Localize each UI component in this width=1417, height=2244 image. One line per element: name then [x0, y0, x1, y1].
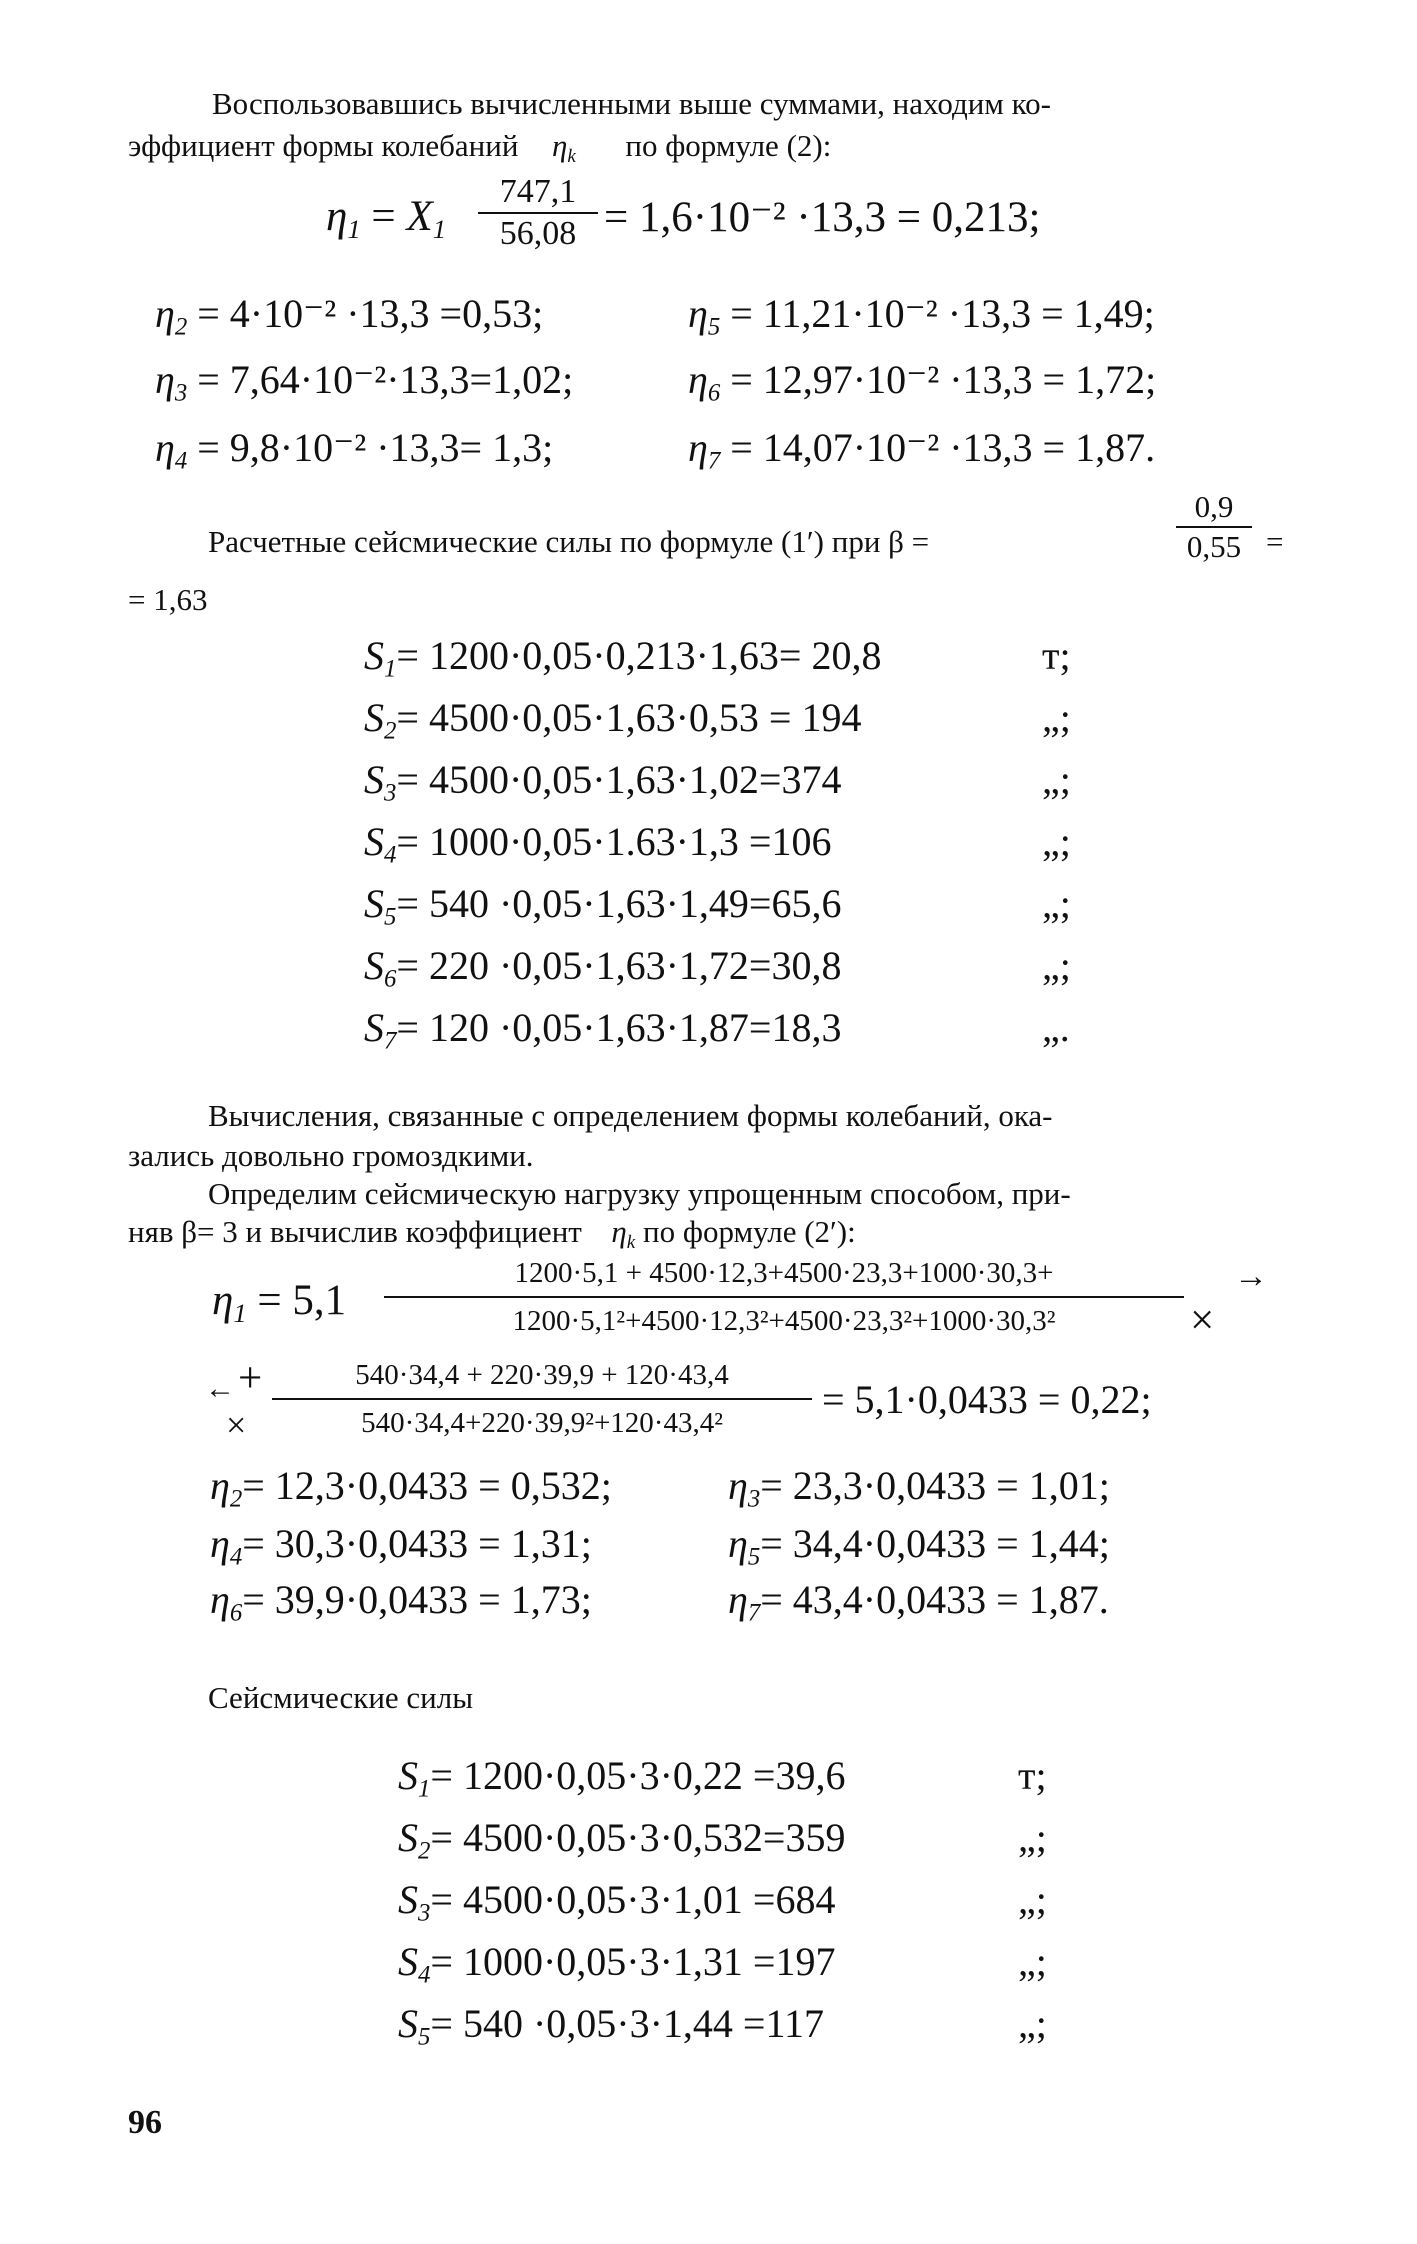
beta-result: = 1,63	[128, 582, 208, 617]
eta2-row-1-right: $\eta_3= 23,3\cdot 0,0433 = 1,01$;	[728, 1463, 1110, 1513]
force2-unit-2: „;	[1018, 1815, 1047, 1860]
beta-tail-eq: =	[1266, 524, 1284, 559]
force1-row-6: $S_6= 220 \cdot 0,05\cdot 1,63\cdot 1,72=30,8$	[364, 943, 842, 993]
eta1-fraction: 747,1 56,08	[478, 172, 598, 254]
eta2-row-2-right: $\eta_5= 34,4\cdot 0,0433 = 1,44$;	[728, 1521, 1110, 1571]
page-number: 96	[128, 2104, 162, 2141]
eta2-row-1: $\eta_2= 12,3\cdot 0,0433 = 0,532$;	[210, 1463, 612, 1513]
force2-row-5: $S_5= 540 \cdot 0,05\cdot 3\cdot 1,44 =117$	[398, 2001, 824, 2051]
eta-row-1: $\eta_2 = 4\cdot 10^{-2} \cdot 13,3 =0,53$;	[155, 291, 544, 341]
eta2-row-3: $\eta_6= 39,9\cdot 0,0433 = 1,73$;	[210, 1577, 592, 1627]
force2-unit-5: „;	[1018, 2001, 1047, 2046]
eta1-simplified-result: = 5,1·0,0433 = 0,22;	[822, 1377, 1152, 1422]
force2-row-2: $S_2= 4500\cdot 0,05\cdot 3\cdot 0,532=359$	[398, 1815, 846, 1865]
para2-line-3: Определим сейсмическую нагрузку упрощенным способом, при-	[208, 1176, 1071, 1211]
eta1-formula: $\eta_1 = X_1$	[326, 193, 447, 244]
force1-row-3: $S_3= 4500\cdot 0,05\cdot 1,63\cdot 1,02=374$	[364, 757, 842, 807]
intro-line-2	[128, 128, 831, 168]
para2-line-4: няв β= 3 и вычислив коэффициент $\eta_k$ по формуле (2′):	[128, 1214, 856, 1253]
force1-unit-2: „;	[1042, 695, 1071, 740]
force1-unit-3: „;	[1042, 757, 1071, 802]
eta-row-3-right: $\eta_7 = 14,07\cdot 10^{-2} \cdot 13,3 = 1,87$.	[688, 425, 1156, 475]
force1-row-7: $S_7= 120 \cdot 0,05\cdot 1,63\cdot 1,87=18,3$	[364, 1005, 842, 1055]
force1-unit-5: „;	[1042, 881, 1071, 926]
force2-unit-1: т;	[1018, 1753, 1047, 1798]
force1-unit-1: т;	[1042, 633, 1071, 678]
force1-row-1: $S_1= 1200\cdot 0,05\cdot 0,213\cdot 1,63= 20,8$	[364, 633, 882, 683]
eta-row-2: $\eta_3 = 7,64\cdot 10^{-2}\cdot 13,3=1,02$;	[155, 357, 574, 407]
para2-line-2: зались довольно громоздкими.	[128, 1138, 534, 1173]
beta-fraction: 0,9 0,55	[1176, 488, 1252, 566]
force1-unit-4: „;	[1042, 819, 1071, 864]
eta1-result: = 1,6·10⁻² ·13,3 = 0,213;	[604, 194, 1041, 241]
eta-row-2-right: $\eta_6 = 12,97\cdot 10^{-2} \cdot 13,3 = 1,72$;	[688, 357, 1157, 407]
arrow-right-icon: →	[1234, 1258, 1268, 1295]
force2-unit-3: „;	[1018, 1877, 1047, 1922]
eta-row-1-right: $\eta_5 = 11,21\cdot 10^{-2} \cdot 13,3 = 1,49$;	[688, 291, 1155, 341]
eta2-row-3-right: $\eta_7= 43,4\cdot 0,0433 = 1,87$.	[728, 1577, 1109, 1627]
force1-row-5: $S_5= 540 \cdot 0,05\cdot 1,63\cdot 1,49=65,6$	[364, 881, 842, 931]
eta1-simplified-fraction-2: 540·34,4 + 220·39,9 + 120·43,4 540·34,4+220·39,9²+120·43,4²	[272, 1352, 812, 1446]
eta1-simplified-lhs: $\eta_1 = 5,1$	[212, 1277, 347, 1328]
intro-line-2-end: по формуле (2):	[625, 128, 832, 163]
para2-line-1: Вычисления, связанные с определением формы колебаний, ока-	[208, 1098, 1053, 1133]
eta2-row-2: $\eta_4= 30,3\cdot 0,0433 = 1,31$;	[210, 1521, 592, 1571]
intro-line-2-text: эффициент формы колебаний	[128, 128, 519, 163]
force1-row-2: $S_2= 4500\cdot 0,05\cdot 1,63\cdot 0,53 = 194$	[364, 695, 862, 745]
intro-line-1: Воспользовавшись вычисленными выше суммами, находим ко-	[212, 86, 1051, 121]
force2-row-4: $S_4= 1000\cdot 0,05\cdot 3\cdot 1,31 =197$	[398, 1939, 836, 1989]
eta-k-symbol: $\eta_k$	[551, 128, 576, 167]
eta-row-3: $\eta_4 = 9,8\cdot 10^{-2} \cdot 13,3= 1,3$;	[155, 425, 554, 475]
force2-row-3: $S_3= 4500\cdot 0,05\cdot 3\cdot 1,01 =684$	[398, 1877, 836, 1927]
force2-row-1: $S_1= 1200\cdot 0,05\cdot 3\cdot 0,22 =39,6$	[398, 1753, 846, 1803]
times-sign-1: ×	[1190, 1297, 1215, 1344]
plus-sign: +	[238, 1355, 263, 1402]
force1-unit-6: „;	[1042, 943, 1071, 988]
arrow-left-icon: ←	[205, 1372, 235, 1405]
force2-unit-4: „;	[1018, 1939, 1047, 1984]
eta1-simplified-fraction-1: 1200·5,1 + 4500·12,3+4500·23,3+1000·30,3+ 1200·5,1²+4500·12,3²+4500·23,3²+1000·30,3²	[384, 1250, 1184, 1344]
forces-intro-text: Расчетные сейсмические силы по формуле (1′) при β =	[208, 524, 930, 559]
seismic-forces-heading: Сейсмические силы	[208, 1680, 474, 1715]
force1-unit-7: „.	[1042, 1005, 1070, 1050]
times-sign-2: ×	[226, 1405, 247, 1445]
force1-row-4: $S_4= 1000\cdot 0,05\cdot 1.63\cdot 1,3 =106$	[364, 819, 832, 869]
